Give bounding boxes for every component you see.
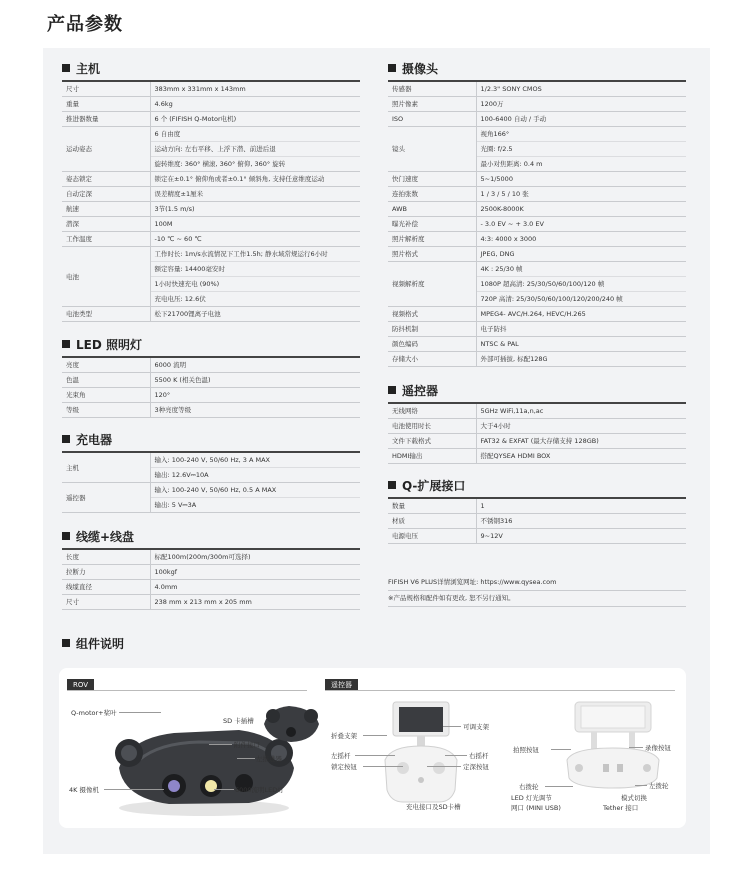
spec-key: ISO bbox=[388, 112, 476, 127]
spec-value-line: 4K : 25/30 帧 bbox=[477, 262, 687, 277]
spec-table bbox=[388, 497, 686, 544]
label-charge-sd: 充电接口及SD卡槽 bbox=[406, 803, 461, 811]
label-lock-button: 锁定按钮 bbox=[331, 763, 357, 771]
leader-line bbox=[104, 789, 164, 790]
label-led-light: 6000流明LED灯 bbox=[235, 786, 284, 794]
spec-key: 视频格式 bbox=[388, 307, 476, 322]
spec-value: 1 bbox=[476, 498, 686, 514]
spec-value: JPEG, DNG bbox=[476, 247, 686, 262]
table-row bbox=[388, 187, 686, 202]
remote-tag: 遥控器 bbox=[325, 679, 358, 691]
spec-key: 曝光补偿 bbox=[388, 217, 476, 232]
table-row bbox=[388, 307, 686, 322]
spec-key: 航速 bbox=[62, 202, 150, 217]
spec-key: 无线网络 bbox=[388, 403, 476, 419]
leader-line bbox=[214, 789, 234, 790]
label-record-button: 录像按钮 bbox=[645, 744, 671, 752]
components-card bbox=[59, 668, 686, 828]
section-camera bbox=[388, 60, 686, 367]
spec-key: 主机 bbox=[62, 452, 150, 483]
section-led bbox=[62, 336, 360, 418]
spec-key: 防抖机制 bbox=[388, 322, 476, 337]
leader-line bbox=[209, 744, 232, 745]
spec-value: 误差精度±1厘米 bbox=[150, 187, 360, 202]
spec-key: 自动定深 bbox=[62, 187, 150, 202]
spec-key: 拉断力 bbox=[62, 565, 150, 580]
spec-value: 外部可插拔, 标配128G bbox=[476, 352, 686, 367]
label-mode-switch: 模式切换 bbox=[621, 794, 647, 802]
table-row bbox=[62, 595, 360, 610]
section-title: LED 照明灯 bbox=[76, 337, 142, 352]
leader-line bbox=[119, 712, 161, 713]
table-row bbox=[62, 247, 360, 307]
spec-key: 长度 bbox=[62, 549, 150, 565]
spec-value: 100M bbox=[150, 217, 360, 232]
spec-key: HDMI输出 bbox=[388, 449, 476, 464]
page-title: 产品参数 bbox=[47, 14, 123, 35]
spec-key: 重量 bbox=[62, 97, 150, 112]
spec-value: 6 个 (FIFISH Q-Motor电机) bbox=[150, 112, 360, 127]
leader-line bbox=[551, 749, 571, 750]
leader-line bbox=[427, 766, 461, 767]
spec-value: 120° bbox=[150, 388, 360, 403]
section-cable bbox=[62, 528, 360, 610]
label-4k-camera: 4K 摄像机 bbox=[69, 786, 99, 794]
table-row bbox=[388, 514, 686, 529]
table-row bbox=[388, 97, 686, 112]
table-row bbox=[388, 403, 686, 419]
spec-key: 连拍张数 bbox=[388, 187, 476, 202]
spec-value-line: 6 自由度 bbox=[151, 127, 361, 142]
table-row bbox=[388, 202, 686, 217]
section-title: 线缆+线盘 bbox=[76, 529, 135, 544]
spec-table bbox=[388, 80, 686, 367]
table-row bbox=[62, 127, 360, 172]
table-row bbox=[62, 452, 360, 483]
spec-value: 238 mm x 213 mm x 205 mm bbox=[150, 595, 360, 610]
spec-value: 松下21700锂离子电池 bbox=[150, 307, 360, 322]
leader-line bbox=[363, 766, 403, 767]
label-right-stick: 右摇杆 bbox=[469, 752, 489, 760]
label-q-motor: Q-motor+桨叶 bbox=[71, 709, 117, 717]
spec-value: 4.6kg bbox=[150, 97, 360, 112]
square-bullet-icon bbox=[388, 481, 396, 489]
spec-key: 等级 bbox=[62, 403, 150, 418]
spec-value bbox=[150, 247, 360, 307]
spec-value-line: 输出: 12.6V⎓10A bbox=[154, 471, 209, 479]
spec-key: 数量 bbox=[388, 498, 476, 514]
spec-value: 5500 K (相关色温) bbox=[150, 373, 360, 388]
table-row bbox=[388, 172, 686, 187]
leader-line bbox=[355, 755, 395, 756]
table-row bbox=[388, 217, 686, 232]
label-left-thruster: 左推进器 bbox=[256, 755, 282, 763]
label-fold-stand: 折叠支架 bbox=[331, 732, 357, 740]
section-title: 主机 bbox=[76, 61, 101, 76]
spec-key: AWB bbox=[388, 202, 476, 217]
spec-value: 1200万 bbox=[476, 97, 686, 112]
table-row bbox=[62, 483, 360, 513]
leader-line bbox=[363, 735, 387, 736]
spec-value: 3种亮度等级 bbox=[150, 403, 360, 418]
table-row bbox=[62, 187, 360, 202]
spec-key: 电池类型 bbox=[62, 307, 150, 322]
table-row bbox=[388, 498, 686, 514]
spec-value: 不锈钢316 bbox=[476, 514, 686, 529]
spec-key: 快门速度 bbox=[388, 172, 476, 187]
spec-value: 5GHz WiFi,11a,n,ac bbox=[476, 403, 686, 419]
website-note: FIFISH V6 PLUS详情浏览网址: https://www.qysea.com bbox=[388, 575, 686, 591]
spec-value: 1/2.3" SONY CMOS bbox=[476, 81, 686, 97]
label-led-adjust: LED 灯光调节 bbox=[511, 794, 552, 802]
label-sd-slot: SD 卡插槽 bbox=[223, 717, 254, 725]
spec-key: 遥控器 bbox=[62, 483, 150, 513]
spec-value-line: 输入: 100-240 V, 50/60 Hz, 3 A MAX bbox=[151, 453, 361, 468]
table-row bbox=[62, 373, 360, 388]
table-row bbox=[388, 112, 686, 127]
spec-table bbox=[388, 402, 686, 464]
spec-value: - 3.0 EV ~ + 3.0 EV bbox=[476, 217, 686, 232]
spec-value: 4:3: 4000 x 3000 bbox=[476, 232, 686, 247]
spec-value: -10 ℃ ~ 60 ℃ bbox=[150, 232, 360, 247]
spec-table bbox=[62, 80, 360, 322]
section-remote bbox=[388, 382, 686, 464]
label-adjustable-stand: 可调支架 bbox=[463, 723, 489, 731]
label-aux-port: 附件接口 bbox=[234, 741, 260, 749]
label-left-stick: 左摇杆 bbox=[331, 752, 351, 760]
spec-key: 电池 bbox=[62, 247, 150, 307]
spec-value: 电子防抖 bbox=[476, 322, 686, 337]
table-row bbox=[62, 112, 360, 127]
rov-small-image bbox=[259, 696, 324, 751]
spec-key: 照片像素 bbox=[388, 97, 476, 112]
label-right-wheel: 右拨轮 bbox=[519, 783, 539, 791]
leader-line bbox=[443, 726, 461, 727]
table-row bbox=[62, 357, 360, 373]
leader-line bbox=[445, 755, 467, 756]
square-bullet-icon bbox=[62, 639, 70, 647]
spec-key: 照片格式 bbox=[388, 247, 476, 262]
table-row bbox=[388, 352, 686, 367]
spec-key: 光束角 bbox=[62, 388, 150, 403]
spec-value: FAT32 & EXFAT (最大存储支持 128GB) bbox=[476, 434, 686, 449]
table-row bbox=[62, 580, 360, 595]
table-row bbox=[62, 97, 360, 112]
spec-key: 文件下载格式 bbox=[388, 434, 476, 449]
section-qport bbox=[388, 477, 686, 544]
table-row bbox=[62, 403, 360, 418]
section-title: 充电器 bbox=[76, 432, 113, 447]
spec-value: 100-6400 自动 / 手动 bbox=[476, 112, 686, 127]
table-row bbox=[388, 529, 686, 544]
spec-value: 383mm x 331mm x 143mm bbox=[150, 81, 360, 97]
section-title: 遥控器 bbox=[402, 383, 439, 398]
table-row bbox=[388, 419, 686, 434]
spec-value: 9~12V bbox=[476, 529, 686, 544]
spec-key: 线缆直径 bbox=[62, 580, 150, 595]
tag-underline bbox=[325, 690, 675, 691]
spec-table bbox=[62, 356, 360, 418]
spec-value: NTSC & PAL bbox=[476, 337, 686, 352]
table-row bbox=[388, 322, 686, 337]
tag-underline bbox=[67, 690, 307, 691]
leader-line bbox=[629, 747, 643, 748]
table-row bbox=[62, 388, 360, 403]
spec-key: 传感器 bbox=[388, 81, 476, 97]
table-row bbox=[62, 202, 360, 217]
section-charger bbox=[62, 431, 360, 513]
section-title: 组件说明 bbox=[76, 636, 125, 651]
spec-value: 锁定在±0.1° 俯仰角或者±0.1° 倾斜角, 支持任意维度运动 bbox=[150, 172, 360, 187]
spec-key: 尺寸 bbox=[62, 81, 150, 97]
square-bullet-icon bbox=[388, 386, 396, 394]
spec-value-line: 1080P 超高清: 25/30/50/60/100/120 帧 bbox=[477, 277, 687, 292]
spec-value-line: 旋转维度: 360° 横滚, 360° 俯仰, 360° 旋转 bbox=[154, 160, 286, 168]
spec-key: 运动姿态 bbox=[62, 127, 150, 172]
spec-value-line: 1小时快速充电 (90%) bbox=[151, 277, 361, 292]
label-photo-button: 拍照按钮 bbox=[513, 746, 539, 754]
table-row bbox=[62, 549, 360, 565]
square-bullet-icon bbox=[388, 64, 396, 72]
spec-value: 3节(1.5 m/s) bbox=[150, 202, 360, 217]
square-bullet-icon bbox=[62, 340, 70, 348]
spec-key: 视频解析度 bbox=[388, 262, 476, 307]
disclaimer-note: ※产品规格和配件如有更改, 恕不另行通知。 bbox=[388, 591, 686, 607]
spec-table bbox=[62, 451, 360, 513]
remote-front-image bbox=[381, 698, 461, 808]
spec-key: 颜色编码 bbox=[388, 337, 476, 352]
spec-key: 电池使用时长 bbox=[388, 419, 476, 434]
table-row bbox=[388, 81, 686, 97]
spec-value-line: 额定容量: 14400毫安时 bbox=[151, 262, 361, 277]
spec-key: 存储大小 bbox=[388, 352, 476, 367]
square-bullet-icon bbox=[62, 64, 70, 72]
table-row bbox=[388, 449, 686, 464]
spec-value bbox=[150, 127, 360, 172]
rov-tag: ROV bbox=[67, 679, 94, 691]
table-row bbox=[62, 81, 360, 97]
table-row bbox=[388, 247, 686, 262]
spec-key: 尺寸 bbox=[62, 595, 150, 610]
label-depth-hold: 定深按钮 bbox=[463, 763, 489, 771]
table-row bbox=[62, 565, 360, 580]
square-bullet-icon bbox=[62, 435, 70, 443]
spec-value-line: 输入: 100-240 V, 50/60 Hz, 0.5 A MAX bbox=[151, 483, 361, 498]
spec-key: 推进器数量 bbox=[62, 112, 150, 127]
leader-line bbox=[237, 758, 255, 759]
spec-value: 6000 流明 bbox=[150, 357, 360, 373]
notes bbox=[388, 575, 686, 607]
table-row bbox=[62, 307, 360, 322]
table-row bbox=[388, 127, 686, 172]
table-row bbox=[388, 337, 686, 352]
section-title: Q-扩展接口 bbox=[402, 478, 466, 493]
label-left-wheel: 左拨轮 bbox=[649, 782, 669, 790]
table-row bbox=[388, 434, 686, 449]
spec-key: 亮度 bbox=[62, 357, 150, 373]
spec-value bbox=[476, 262, 686, 307]
leader-line bbox=[545, 786, 573, 787]
spec-value bbox=[476, 127, 686, 172]
section-main bbox=[62, 60, 360, 322]
spec-key: 电源电压 bbox=[388, 529, 476, 544]
table-row bbox=[388, 262, 686, 307]
spec-value: 大于4小时 bbox=[476, 419, 686, 434]
spec-value: 5~1/5000 bbox=[476, 172, 686, 187]
section-components bbox=[62, 635, 124, 651]
spec-value-line: 工作时长: 1m/s水流情况下工作1.5h; 静水域常规运行6小时 bbox=[151, 247, 361, 262]
spec-key: 潜深 bbox=[62, 217, 150, 232]
table-row bbox=[62, 217, 360, 232]
spec-key: 材质 bbox=[388, 514, 476, 529]
spec-value: 2500K-8000K bbox=[476, 202, 686, 217]
table-row bbox=[388, 232, 686, 247]
spec-value: 标配100m(200m/300m可选择) bbox=[150, 549, 360, 565]
label-network-port: 网口 (MINI USB) bbox=[511, 804, 561, 812]
spec-key: 工作温度 bbox=[62, 232, 150, 247]
label-tether-port: Tether 接口 bbox=[603, 804, 639, 812]
spec-value-line: 输出: 5 V⎓3A bbox=[154, 501, 197, 509]
spec-value-line: 720P 高清: 25/30/50/60/100/120/200/240 帧 bbox=[480, 295, 623, 303]
section-title: 摄像头 bbox=[402, 61, 439, 76]
table-row bbox=[62, 172, 360, 187]
spec-key: 姿态锁定 bbox=[62, 172, 150, 187]
spec-value: 4.0mm bbox=[150, 580, 360, 595]
spec-value bbox=[150, 483, 360, 513]
spec-value bbox=[150, 452, 360, 483]
spec-key: 照片解析度 bbox=[388, 232, 476, 247]
spec-value: 搭配QYSEA HDMI BOX bbox=[476, 449, 686, 464]
spec-value-line: 最小对焦距离: 0.4 m bbox=[480, 160, 543, 168]
table-row bbox=[62, 232, 360, 247]
square-bullet-icon bbox=[62, 532, 70, 540]
spec-key: 色温 bbox=[62, 373, 150, 388]
spec-value-line: 运动方向: 左右平移、上浮下潜、前进后退 bbox=[151, 142, 361, 157]
spec-value-line: 充电电压: 12.6伏 bbox=[154, 295, 206, 303]
spec-value-line: 视角166° bbox=[477, 127, 687, 142]
spec-value: 100kgf bbox=[150, 565, 360, 580]
leader-line bbox=[635, 785, 647, 786]
spec-value: 1 / 3 / 5 / 10 张 bbox=[476, 187, 686, 202]
spec-key: 镜头 bbox=[388, 127, 476, 172]
spec-value: MPEG4- AVC/H.264, HEVC/H.265 bbox=[476, 307, 686, 322]
spec-table bbox=[62, 548, 360, 610]
spec-value-line: 光圈: f/2.5 bbox=[477, 142, 687, 157]
